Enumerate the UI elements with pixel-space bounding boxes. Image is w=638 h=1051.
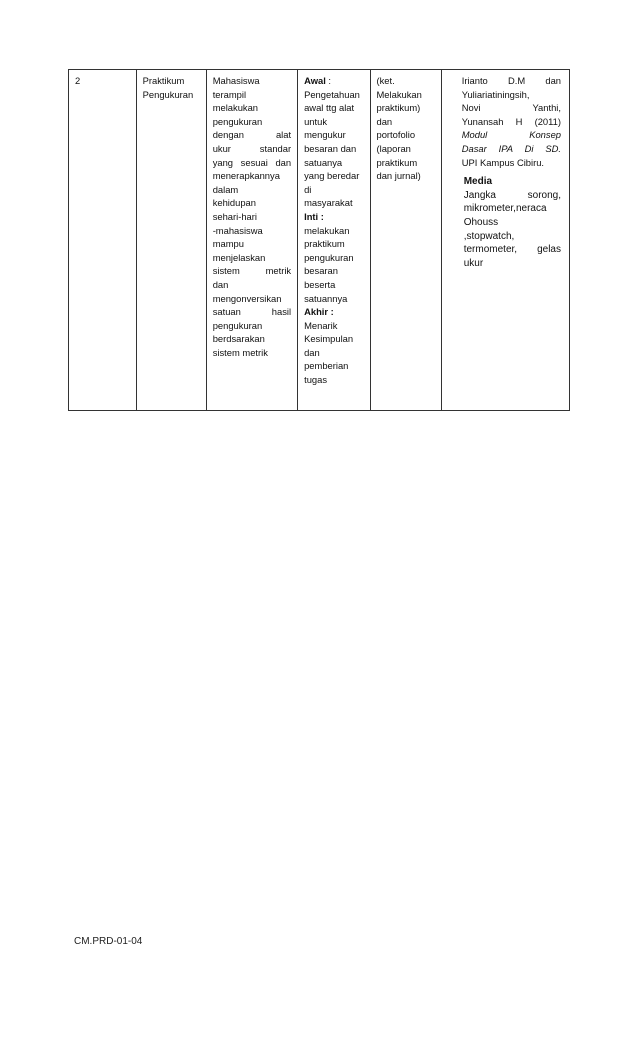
inti-label: Inti :: [304, 210, 324, 222]
awal-line: besaran dan: [304, 142, 357, 154]
awal-line: untuk: [304, 115, 328, 127]
media-line: ,stopwatch,: [463, 230, 515, 242]
awal-line: mengukur: [304, 129, 346, 141]
media-line: mikrometer,neraca: [463, 203, 547, 215]
awal-lines: [304, 88, 363, 210]
objective-line: sistem metrik: [212, 265, 292, 277]
akhir-line: pemberian: [304, 360, 349, 372]
objective-line: dalam: [212, 183, 239, 195]
objective-line: ukur standar: [212, 142, 292, 154]
objective-line: sistem metrik: [212, 346, 268, 358]
row-number: 2: [75, 75, 81, 86]
objective-line: melakukan: [212, 102, 259, 114]
objective-line: pengukuran: [212, 115, 263, 127]
media-line: ukur: [463, 257, 484, 269]
objective-line: terampil: [212, 88, 247, 100]
source-line: Irianto D.M dan: [461, 75, 561, 86]
objective-line: sehari-hari: [212, 210, 257, 222]
topic-cell: [136, 70, 206, 411]
objective-line: dan: [212, 278, 229, 290]
awal-line: satuanya: [304, 156, 343, 168]
objective-line: mengonversikan: [212, 292, 282, 304]
assessment-line: dan: [376, 115, 393, 127]
assessment-line: portofolio: [376, 129, 416, 141]
objective-line: mampu: [212, 238, 244, 250]
awal-line: masyarakat: [304, 197, 353, 209]
inti-line: beserta: [304, 278, 336, 290]
media-lines: [464, 189, 561, 271]
media-line: Jangka sorong,: [463, 189, 561, 201]
inti-line: melakukan: [304, 224, 350, 236]
awal-label: Awal: [304, 75, 326, 86]
objective-line: pengukuran: [212, 319, 263, 331]
source-line: Yuliariatiningsih,: [461, 88, 530, 100]
inti-line: praktikum: [304, 238, 345, 250]
source-line: Modul Konsep: [461, 129, 561, 141]
assessment-line: praktikum: [376, 156, 418, 168]
source-line: Yunansah H (2011): [461, 115, 561, 127]
media-block: [462, 175, 561, 270]
media-label: Media: [463, 176, 493, 188]
akhir-line: tugas: [304, 374, 328, 386]
objective-line: menjelaskan: [212, 251, 266, 263]
objective-line: kehidupan: [212, 197, 256, 209]
assessment-line: dan jurnal): [376, 170, 421, 182]
curriculum-table: [68, 69, 570, 411]
source-line: Novi Yanthi,: [461, 102, 561, 114]
assessment-line: Melakukan: [376, 88, 422, 100]
activity-cell: [298, 70, 370, 411]
topic-line: Pengukuran: [142, 88, 194, 100]
media-line: Ohouss: [463, 216, 499, 228]
awal-line: awal ttg alat: [304, 102, 355, 114]
assessment-line: (ket.: [376, 75, 395, 86]
objective-line: -mahasiswa: [212, 224, 263, 236]
row-number-cell: [69, 70, 137, 411]
akhir-line: dan: [304, 346, 320, 358]
objective-line: dengan alat: [212, 129, 292, 141]
inti-line: satuannya: [304, 292, 348, 304]
awal-colon: :: [325, 75, 332, 86]
source-line: UPI Kampus Cibiru.: [461, 156, 545, 168]
source-line: Dasar IPA Di SD.: [461, 142, 561, 154]
assessment-line: praktikum): [376, 102, 421, 114]
akhir-line: Menarik: [304, 319, 338, 331]
media-line: termometer, gelas: [463, 244, 561, 256]
awal-line: yang beredar: [304, 170, 360, 182]
source-cell: [441, 70, 569, 411]
objective-cell: [206, 70, 297, 411]
inti-line: besaran: [304, 265, 338, 277]
awal-line: di: [304, 183, 312, 195]
objective-line: yang sesuai dan: [212, 156, 292, 168]
awal-line: Pengetahuan: [304, 88, 360, 100]
objective-line: Mahasiswa: [212, 75, 260, 86]
akhir-line: Kesimpulan: [304, 333, 354, 345]
table-row: [69, 70, 570, 411]
document-code: CM.PRD-01-04: [74, 936, 143, 947]
objective-line: menerapkannya: [212, 170, 280, 182]
inti-line: pengukuran: [304, 251, 354, 263]
inti-lines: [304, 224, 363, 306]
source-lines: [462, 74, 561, 169]
assessment-cell: [370, 70, 441, 411]
objective-line: satuan hasil: [212, 306, 292, 318]
topic-line: Praktikum: [142, 75, 185, 86]
objective-line: berdsarakan: [212, 333, 265, 345]
akhir-lines: [304, 319, 363, 387]
assessment-line: (laporan: [376, 142, 411, 154]
akhir-label: Akhir :: [304, 306, 334, 318]
